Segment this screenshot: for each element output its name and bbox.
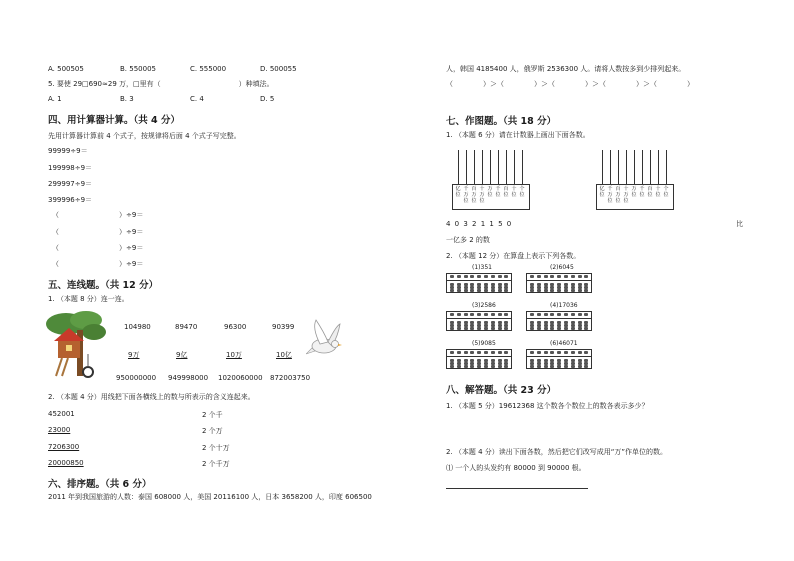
- abacus-bead[interactable]: [498, 327, 502, 330]
- abacus-bead[interactable]: [457, 275, 461, 278]
- abacus-bead[interactable]: [537, 365, 541, 368]
- abacus-bead-column[interactable]: [530, 313, 534, 329]
- abacus-bead[interactable]: [457, 289, 461, 292]
- abacus-bead[interactable]: [564, 275, 568, 278]
- abacus-bead[interactable]: [498, 313, 502, 316]
- answer-line[interactable]: [446, 488, 588, 489]
- abacus-bead-column[interactable]: [544, 275, 548, 291]
- abacus-bead[interactable]: [470, 275, 474, 278]
- abacus-bead[interactable]: [550, 313, 554, 316]
- q5-option-b: B. 3: [120, 95, 134, 103]
- abacus-bead[interactable]: [550, 365, 554, 368]
- abacus-bead-column[interactable]: [578, 275, 582, 291]
- abacus-bead[interactable]: [530, 313, 534, 316]
- abacus-bead[interactable]: [484, 327, 488, 330]
- abacus-bead[interactable]: [470, 365, 474, 368]
- abacus-bead[interactable]: [544, 327, 548, 330]
- abacus-bead-column[interactable]: [477, 313, 481, 329]
- abacus[interactable]: [446, 349, 512, 369]
- abacus-bead[interactable]: [550, 327, 554, 330]
- abacus-bead-column[interactable]: [564, 275, 568, 291]
- abacus-bead[interactable]: [571, 289, 575, 292]
- q4-option-b: B. 550005: [120, 65, 156, 73]
- abacus-bead-column[interactable]: [571, 351, 575, 367]
- abacus-bead[interactable]: [564, 313, 568, 316]
- abacus[interactable]: [446, 273, 512, 293]
- abacus-bead[interactable]: [564, 289, 568, 292]
- abacus[interactable]: [446, 311, 512, 331]
- place-value-meaning: 2 个千: [202, 411, 223, 419]
- place-value-number: 20000850: [48, 459, 84, 467]
- abacus-bead-column[interactable]: [470, 275, 474, 291]
- abacus-bead-column[interactable]: [578, 351, 582, 367]
- match-mid-label: 10万: [226, 351, 242, 359]
- abacus-bead[interactable]: [491, 351, 495, 354]
- abacus-bead-column[interactable]: [504, 351, 508, 367]
- match-mid-label: 9万: [128, 351, 140, 359]
- abacus[interactable]: [526, 311, 592, 331]
- abacus-bead-column[interactable]: [491, 351, 495, 367]
- match-bottom-number: 950000000: [116, 374, 157, 382]
- abacus-bead[interactable]: [530, 275, 534, 278]
- place-value-meaning: 2 个十万: [202, 444, 230, 452]
- abacus-bead[interactable]: [544, 351, 548, 354]
- abacus-bead[interactable]: [584, 289, 588, 292]
- abacus-bead[interactable]: [530, 351, 534, 354]
- abacus-bead-column[interactable]: [477, 351, 481, 367]
- abacus-bead[interactable]: [584, 313, 588, 316]
- section-6-continued: 人，韩国 4185400 人，俄罗斯 2536300 人。请将人数按多到少排列起来。: [446, 65, 686, 73]
- abacus-bead[interactable]: [457, 351, 461, 354]
- abacus-bead[interactable]: [544, 365, 548, 368]
- abacus-bead[interactable]: [557, 327, 561, 330]
- abacus-bead[interactable]: [470, 313, 474, 316]
- abacus-bead[interactable]: [491, 289, 495, 292]
- section-4-intro: 先用计算器计算前 4 个式子，按规律将后面 4 个式子写完整。: [48, 132, 241, 140]
- match-mid-label: 10亿: [276, 351, 292, 359]
- abacus-bead[interactable]: [544, 313, 548, 316]
- q4-option-c: C. 555000: [190, 65, 227, 73]
- q5-option-c: C. 4: [190, 95, 204, 103]
- abacus-bead[interactable]: [484, 275, 488, 278]
- abacus-bead[interactable]: [557, 275, 561, 278]
- abacus-bead[interactable]: [578, 275, 582, 278]
- q5-option-d: D. 5: [260, 95, 275, 103]
- abacus-bead[interactable]: [477, 313, 481, 316]
- place-value-number: 7206300: [48, 443, 80, 451]
- abacus-bead-column[interactable]: [550, 351, 554, 367]
- abacus-bead[interactable]: [450, 351, 454, 354]
- calc-item: 99999÷9＝: [48, 147, 88, 155]
- abacus-bead[interactable]: [464, 351, 468, 354]
- abacus-bead[interactable]: [584, 351, 588, 354]
- abacus-bead[interactable]: [557, 289, 561, 292]
- abacus-bead[interactable]: [450, 289, 454, 292]
- counter-a[interactable]: 亿位 千万位 百万位 十万位 万位 千位 百位 十位 个位: [452, 150, 536, 210]
- dove-illustration: [306, 318, 342, 362]
- abacus-bead[interactable]: [464, 365, 468, 368]
- abacus-bead-column[interactable]: [450, 275, 454, 291]
- abacus-label: (4)17036: [550, 302, 578, 309]
- abacus-bead[interactable]: [578, 327, 582, 330]
- q5-option-a: A. 1: [48, 95, 62, 103]
- abacus-bead[interactable]: [491, 365, 495, 368]
- abacus-bead-column[interactable]: [464, 313, 468, 329]
- abacus-bead[interactable]: [504, 313, 508, 316]
- abacus-label: (1)351: [472, 264, 492, 271]
- abacus-bead[interactable]: [484, 313, 488, 316]
- abacus-bead[interactable]: [457, 327, 461, 330]
- calc-blank: （ ）÷9＝: [52, 211, 144, 219]
- abacus-bead[interactable]: [578, 365, 582, 368]
- abacus-bead-column[interactable]: [498, 313, 502, 329]
- abacus-bead[interactable]: [450, 365, 454, 368]
- abacus-bead-column[interactable]: [571, 275, 575, 291]
- abacus[interactable]: [526, 349, 592, 369]
- abacus-bead[interactable]: [470, 289, 474, 292]
- abacus-bead[interactable]: [537, 289, 541, 292]
- abacus-bead[interactable]: [584, 275, 588, 278]
- abacus-bead[interactable]: [504, 275, 508, 278]
- match-top-number: 104980: [124, 323, 151, 331]
- abacus-bead[interactable]: [537, 275, 541, 278]
- abacus-bead[interactable]: [457, 365, 461, 368]
- counter-number-b: 一亿多 2 的数: [446, 236, 490, 244]
- abacus-bead-column[interactable]: [530, 275, 534, 291]
- abacus-bead-column[interactable]: [464, 275, 468, 291]
- abacus-bead[interactable]: [571, 313, 575, 316]
- counter-bi: 比: [736, 220, 743, 228]
- section-7-q1: 1. （本题 6 分）请在计数器上画出下面各数。: [446, 131, 590, 139]
- abacus-bead[interactable]: [484, 365, 488, 368]
- abacus-bead-column[interactable]: [564, 313, 568, 329]
- abacus-bead[interactable]: [484, 351, 488, 354]
- abacus-bead-column[interactable]: [544, 313, 548, 329]
- calc-blank: （ ）÷9＝: [52, 228, 144, 236]
- abacus-bead[interactable]: [457, 313, 461, 316]
- abacus-bead[interactable]: [498, 365, 502, 368]
- abacus-bead[interactable]: [464, 313, 468, 316]
- calc-item: 199998÷9＝: [48, 164, 93, 172]
- calc-blank: （ ）÷9＝: [52, 260, 144, 268]
- abacus-bead-column[interactable]: [491, 313, 495, 329]
- counter-number-a: 4 0 3 2 1 1 5 0: [446, 220, 513, 228]
- abacus-bead[interactable]: [504, 351, 508, 354]
- abacus-bead-column[interactable]: [537, 275, 541, 291]
- abacus-bead[interactable]: [464, 275, 468, 278]
- abacus-bead-column[interactable]: [557, 275, 561, 291]
- abacus-bead[interactable]: [450, 313, 454, 316]
- match-bottom-number: 1020060000: [218, 374, 263, 382]
- abacus-bead[interactable]: [470, 327, 474, 330]
- abacus-bead[interactable]: [550, 275, 554, 278]
- abacus-bead[interactable]: [477, 365, 481, 368]
- abacus-bead[interactable]: [564, 327, 568, 330]
- abacus-bead-column[interactable]: [498, 275, 502, 291]
- abacus-bead[interactable]: [571, 327, 575, 330]
- abacus-bead[interactable]: [564, 351, 568, 354]
- section-8-q2-sub: ⑴ 一个人的头发约有 80000 到 90000 根。: [446, 464, 586, 472]
- abacus-bead[interactable]: [530, 327, 534, 330]
- section-6-text: 2011 年到我国旅游的人数：泰国 608000 人，美国 20116100 人，日本 3658200 人，印度 606500: [48, 493, 372, 501]
- abacus-bead[interactable]: [571, 365, 575, 368]
- abacus-bead-column[interactable]: [498, 351, 502, 367]
- abacus-bead[interactable]: [550, 351, 554, 354]
- abacus-bead[interactable]: [498, 289, 502, 292]
- abacus-bead[interactable]: [544, 275, 548, 278]
- abacus-bead[interactable]: [537, 313, 541, 316]
- abacus-bead-column[interactable]: [550, 313, 554, 329]
- abacus-bead-column[interactable]: [557, 313, 561, 329]
- abacus-bead-column[interactable]: [450, 313, 454, 329]
- abacus-bead[interactable]: [450, 275, 454, 278]
- match-bottom-number: 872003750: [270, 374, 311, 382]
- abacus-bead-column[interactable]: [571, 313, 575, 329]
- q4-option-d: D. 500055: [260, 65, 297, 73]
- match-top-number: 96300: [224, 323, 247, 331]
- match-mid-label: 9亿: [176, 351, 188, 359]
- abacus-label: (6)46071: [550, 340, 578, 347]
- abacus-bead[interactable]: [571, 275, 575, 278]
- abacus-bead[interactable]: [537, 351, 541, 354]
- place-value-meaning: 2 个万: [202, 427, 223, 435]
- abacus-bead-column[interactable]: [470, 351, 474, 367]
- abacus-bead-column[interactable]: [457, 351, 461, 367]
- abacus-bead[interactable]: [578, 289, 582, 292]
- abacus-bead[interactable]: [578, 351, 582, 354]
- section-8-q1: 1. （本题 5 分）19612368 这个数各个数位上的数各表示多少？: [446, 402, 649, 410]
- abacus-bead[interactable]: [477, 289, 481, 292]
- place-value-number: 452001: [48, 410, 75, 418]
- match-top-number: 90399: [272, 323, 295, 331]
- counter-b[interactable]: 亿位 千万位 百万位 十万位 万位 千位 百位 十位 个位: [596, 150, 680, 210]
- place-value-number: 23000: [48, 426, 71, 434]
- calc-item: 299997÷9＝: [48, 180, 93, 188]
- match-top-number: 89470: [175, 323, 198, 331]
- abacus-bead[interactable]: [504, 365, 508, 368]
- abacus-bead[interactable]: [571, 351, 575, 354]
- abacus-bead-column[interactable]: [550, 275, 554, 291]
- q4-option-a: A. 500505: [48, 65, 84, 73]
- abacus-bead-column[interactable]: [504, 275, 508, 291]
- section-5-q1: 1. （本题 8 分）连一连。: [48, 295, 129, 303]
- treehouse-illustration: [44, 310, 110, 382]
- abacus-bead[interactable]: [564, 365, 568, 368]
- abacus-bead-column[interactable]: [557, 351, 561, 367]
- section-8-title: 八、解答题。（共 23 分）: [446, 385, 557, 396]
- abacus-bead-column[interactable]: [484, 351, 488, 367]
- abacus-bead[interactable]: [491, 313, 495, 316]
- q5-prompt: 5. 要使 29□690≈29 万，□里有（ ）种填法。: [48, 80, 274, 88]
- abacus-bead[interactable]: [544, 289, 548, 292]
- abacus-bead[interactable]: [470, 351, 474, 354]
- abacus-bead[interactable]: [477, 327, 481, 330]
- abacus-label: (3)2586: [472, 302, 496, 309]
- calc-blank: （ ）÷9＝: [52, 244, 144, 252]
- place-value-meaning: 2 个千万: [202, 460, 230, 468]
- abacus-bead[interactable]: [578, 313, 582, 316]
- abacus-bead[interactable]: [504, 289, 508, 292]
- section-7-title: 七、作图题。（共 18 分）: [446, 116, 557, 127]
- abacus-bead-column[interactable]: [578, 313, 582, 329]
- abacus-bead[interactable]: [584, 365, 588, 368]
- abacus-bead[interactable]: [477, 351, 481, 354]
- section-7-q2: 2. （本题 12 分）在算盘上表示下列各数。: [446, 252, 581, 260]
- match-bottom-number: 949998000: [168, 374, 209, 382]
- abacus-bead-column[interactable]: [450, 351, 454, 367]
- abacus-bead[interactable]: [498, 351, 502, 354]
- section-8-q2: 2. （本题 4 分）读出下面各数，然后把它们改写成用“万”作单位的数。: [446, 448, 668, 456]
- abacus-bead-column[interactable]: [464, 351, 468, 367]
- abacus-bead-column[interactable]: [537, 313, 541, 329]
- section-5-title: 五、连线题。（共 12 分）: [48, 280, 159, 291]
- abacus-bead-column[interactable]: [504, 313, 508, 329]
- abacus-bead-column[interactable]: [544, 351, 548, 367]
- abacus-bead[interactable]: [504, 327, 508, 330]
- abacus-bead[interactable]: [550, 289, 554, 292]
- abacus-bead-column[interactable]: [584, 275, 588, 291]
- abacus-bead[interactable]: [557, 313, 561, 316]
- abacus-bead[interactable]: [584, 327, 588, 330]
- abacus-bead[interactable]: [450, 327, 454, 330]
- abacus-bead-column[interactable]: [457, 275, 461, 291]
- abacus-bead-column[interactable]: [470, 313, 474, 329]
- abacus-bead-column[interactable]: [584, 313, 588, 329]
- order-blanks: （ ）＞（ ）＞（ ）＞（ ）＞（ ）: [446, 80, 694, 88]
- abacus-bead-column[interactable]: [477, 275, 481, 291]
- calc-item: 399996÷9＝: [48, 196, 93, 204]
- section-6-title: 六、排序题。（共 6 分）: [48, 479, 152, 490]
- abacus-bead[interactable]: [557, 365, 561, 368]
- section-4-title: 四、用计算器计算。（共 4 分）: [48, 115, 180, 126]
- abacus[interactable]: [526, 273, 592, 293]
- abacus-bead-column[interactable]: [564, 351, 568, 367]
- abacus-bead[interactable]: [557, 351, 561, 354]
- abacus-bead-column[interactable]: [530, 351, 534, 367]
- abacus-bead[interactable]: [498, 275, 502, 278]
- abacus-bead-column[interactable]: [584, 351, 588, 367]
- abacus-bead[interactable]: [464, 327, 468, 330]
- abacus-bead[interactable]: [464, 289, 468, 292]
- abacus-bead[interactable]: [484, 289, 488, 292]
- abacus-bead-column[interactable]: [537, 351, 541, 367]
- section-5-q2: 2. （本题 4 分）用线把下面各横线上的数与所表示的含义连起来。: [48, 393, 255, 401]
- abacus-bead-column[interactable]: [484, 275, 488, 291]
- abacus-bead-column[interactable]: [484, 313, 488, 329]
- abacus-bead[interactable]: [491, 327, 495, 330]
- abacus-bead[interactable]: [537, 327, 541, 330]
- abacus-bead-column[interactable]: [491, 275, 495, 291]
- abacus-bead[interactable]: [530, 365, 534, 368]
- abacus-label: (2)6045: [550, 264, 574, 271]
- abacus-label: (5)9085: [472, 340, 496, 347]
- abacus-bead[interactable]: [477, 275, 481, 278]
- abacus-bead-column[interactable]: [457, 313, 461, 329]
- abacus-bead[interactable]: [530, 289, 534, 292]
- abacus-bead[interactable]: [491, 275, 495, 278]
